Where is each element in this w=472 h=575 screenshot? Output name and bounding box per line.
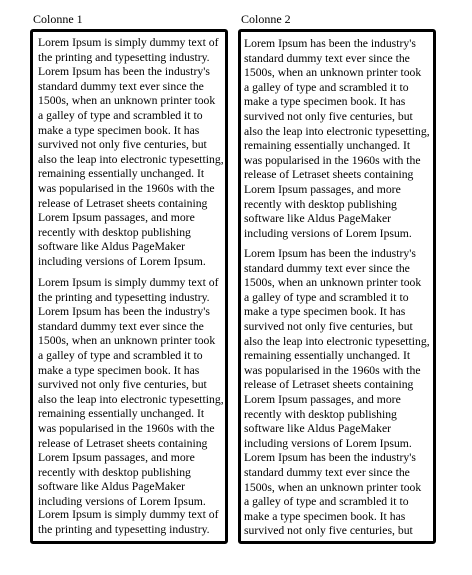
column-2-paragraph-1: Lorem Ipsum has been the industry's standard dummy text ever since the 1500s, when an unknown printer took a galley of type and scrambled it to make a type specimen book. It has survived not only five centuries, but also the leap into electronic typesetting, remaining essentially unchanged. It was popularised in the 1960s with the release of Letraset sheets containing Lorem Ipsum passages, and more recently with desktop publishing software like Aldus PageMaker including versions of Lorem Ipsum.: [244, 37, 430, 240]
column-1-paragraph-2: Lorem Ipsum is simply dummy text of the printing and typesetting industry. Lorem Ipsum has been the industry's standard dummy text ever since the 1500s, when an unknown printer took a galley of type and scrambled it to make a type specimen book. It has survived not only five centuries, but also the leap into electronic typesetting, remaining essentially unchanged. It was popularised in the 1960s with the release of Letraset sheets containing Lorem Ipsum passages, and more recently with desktop publishing software like Aldus PageMaker including versions of Lorem Ipsum.: [38, 276, 224, 508]
column-1-title: Colonne 1: [33, 12, 83, 26]
column-1-paragraph-1: Lorem Ipsum is simply dummy text of the printing and typesetting industry. Lorem Ipsum has been the industry's standard dummy text ever since the 1500s, when an unknown printer took a galley of type and scrambled it to make a type specimen book. It has survived not only five centuries, but also the leap into electronic typesetting, remaining essentially unchanged. It was popularised in the 1960s with the release of Letraset sheets containing Lorem Ipsum passages, and more recently with desktop publishing software like Aldus PageMaker including versions of Lorem Ipsum.: [38, 36, 224, 268]
column-1-paragraph-3: Lorem Ipsum is simply dummy text of the printing and typesetting industry.: [38, 508, 219, 536]
column-1-box[interactable]: [30, 29, 228, 544]
column-2-title: Colonne 2: [241, 12, 291, 26]
column-2-paragraph-2: Lorem Ipsum has been the industry's standard dummy text ever since the 1500s, when an unknown printer took a galley of type and scrambled it to make a type specimen book. It has survived not only five centuries, but also the leap into electronic typesetting, remaining essentially unchanged. It was popularised in the 1960s with the release of Letraset sheets containing Lorem Ipsum passages, and more recently with desktop publishing software like Aldus PageMaker including versions of Lorem Ipsum. Lorem Ipsum has been the industry's standard dummy text ever since the 1500s, when an unknown printer took a galley of type and scrambled it to make a type specimen book. It has survived not only five centuries, but: [244, 247, 430, 538]
column-2-box[interactable]: [238, 29, 436, 544]
